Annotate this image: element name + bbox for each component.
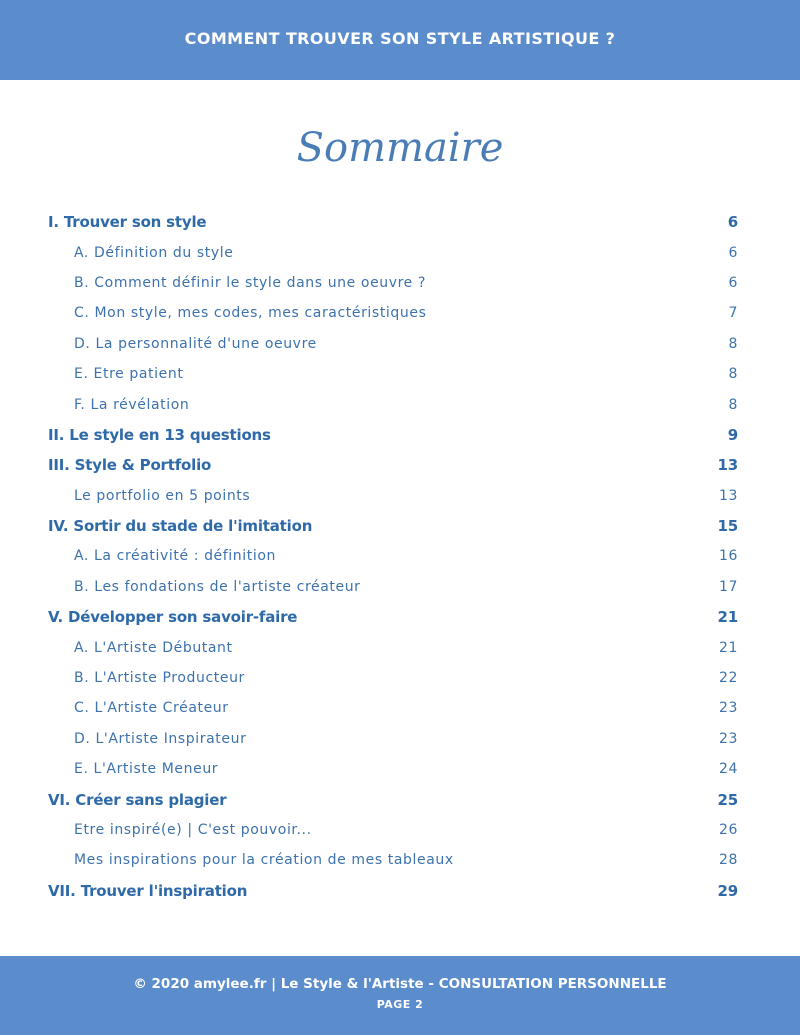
toc-entry-page: 16 <box>718 548 738 565</box>
toc-entry[interactable] <box>48 602 738 632</box>
toc-entry[interactable] <box>48 329 738 359</box>
toc-entry-page: 7 <box>728 305 738 322</box>
toc-entry[interactable] <box>48 815 738 845</box>
document-title: COMMENT TROUVER SON STYLE ARTISTIQUE ? <box>184 28 616 48</box>
toc-entry-page: 23 <box>718 700 738 717</box>
table-of-contents <box>48 207 738 906</box>
toc-entry[interactable] <box>48 663 738 693</box>
toc-entry-label: VI. Créer sans plagier <box>48 790 227 809</box>
toc-entry-page: 24 <box>718 761 738 778</box>
toc-entry[interactable] <box>48 420 738 450</box>
toc-entry-label: B. Comment définir le style dans une oeuvre ? <box>74 274 426 291</box>
toc-entry-label: A. L'Artiste Débutant <box>74 639 233 656</box>
toc-entry-label: I. Trouver son style <box>48 213 207 232</box>
toc-entry-label: D. L'Artiste Inspirateur <box>74 730 247 747</box>
toc-entry-page: 17 <box>718 578 738 595</box>
toc-entry-label: E. L'Artiste Meneur <box>74 761 219 778</box>
toc-entry-page: 9 <box>727 425 738 444</box>
toc-entry[interactable] <box>48 876 738 906</box>
toc-entry-label: D. La personnalité d'une oeuvre <box>74 335 317 352</box>
toc-entry-label: B. L'Artiste Producteur <box>74 670 245 687</box>
toc-entry[interactable] <box>48 298 738 328</box>
toc-entry-label: A. Définition du style <box>74 244 234 261</box>
toc-entry-label: IV. Sortir du stade de l'imitation <box>48 517 313 536</box>
toc-entry-page: 25 <box>717 790 738 809</box>
toc-entry-label: F. La révélation <box>74 396 190 413</box>
toc-entry[interactable] <box>48 724 738 754</box>
toc-entry-page: 21 <box>717 608 738 627</box>
toc-entry[interactable] <box>48 268 738 298</box>
toc-entry[interactable] <box>48 481 738 511</box>
toc-entry-label: Mes inspirations pour la création de mes tableaux <box>74 852 454 869</box>
toc-entry[interactable] <box>48 541 738 571</box>
toc-entry[interactable] <box>48 511 738 541</box>
toc-entry[interactable] <box>48 754 738 784</box>
toc-entry-label: B. Les fondations de l'artiste créateur <box>74 578 361 595</box>
footer-band <box>0 956 800 1035</box>
footer-copyright: © 2020 amylee.fr | Le Style & l'Artiste - CONSULTATION PERSONNELLE <box>133 976 667 992</box>
toc-entry-page: 22 <box>718 670 738 687</box>
toc-entry-page: 8 <box>728 335 738 352</box>
toc-entry-label: V. Développer son savoir-faire <box>48 608 298 627</box>
toc-entry[interactable] <box>48 693 738 723</box>
toc-entry-page: 23 <box>718 730 738 747</box>
toc-entry-page: 29 <box>717 881 738 900</box>
toc-entry-label: E. Etre patient <box>74 366 184 383</box>
toc-entry[interactable] <box>48 784 738 814</box>
toc-entry-page: 6 <box>728 274 738 291</box>
toc-entry-label: III. Style & Portfolio <box>48 456 212 475</box>
toc-entry[interactable] <box>48 237 738 267</box>
toc-entry-page: 6 <box>728 244 738 261</box>
toc-entry-label: Le portfolio en 5 points <box>74 487 251 504</box>
toc-entry-label: A. La créativité : définition <box>74 548 276 565</box>
toc-entry-label: VII. Trouver l'inspiration <box>48 881 248 900</box>
toc-entry-page: 21 <box>718 639 738 656</box>
toc-entry-label: Etre inspiré(e) | C'est pouvoir... <box>74 822 312 838</box>
toc-entry-label: C. L'Artiste Créateur <box>74 700 229 717</box>
toc-entry-page: 6 <box>727 213 738 232</box>
toc-entry[interactable] <box>48 207 738 237</box>
toc-entry-label: II. Le style en 13 questions <box>48 425 271 444</box>
toc-entry-label: C. Mon style, mes codes, mes caractéristiques <box>74 305 427 322</box>
page-number: PAGE 2 <box>376 998 424 1011</box>
page-title: Sommaire <box>296 125 504 171</box>
toc-entry-page: 8 <box>728 396 738 413</box>
toc-entry[interactable] <box>48 359 738 389</box>
toc-entry-page: 13 <box>718 487 738 504</box>
toc-entry[interactable] <box>48 450 738 480</box>
toc-entry-page: 15 <box>717 517 738 536</box>
toc-entry-page: 28 <box>718 852 738 869</box>
toc-entry[interactable] <box>48 632 738 662</box>
toc-entry-page: 13 <box>717 456 738 475</box>
toc-entry[interactable] <box>48 572 738 602</box>
toc-entry-page: 26 <box>718 822 738 838</box>
toc-entry-page: 8 <box>728 366 738 383</box>
toc-entry[interactable] <box>48 389 738 419</box>
toc-entry[interactable] <box>48 845 738 875</box>
header-band <box>0 0 800 80</box>
